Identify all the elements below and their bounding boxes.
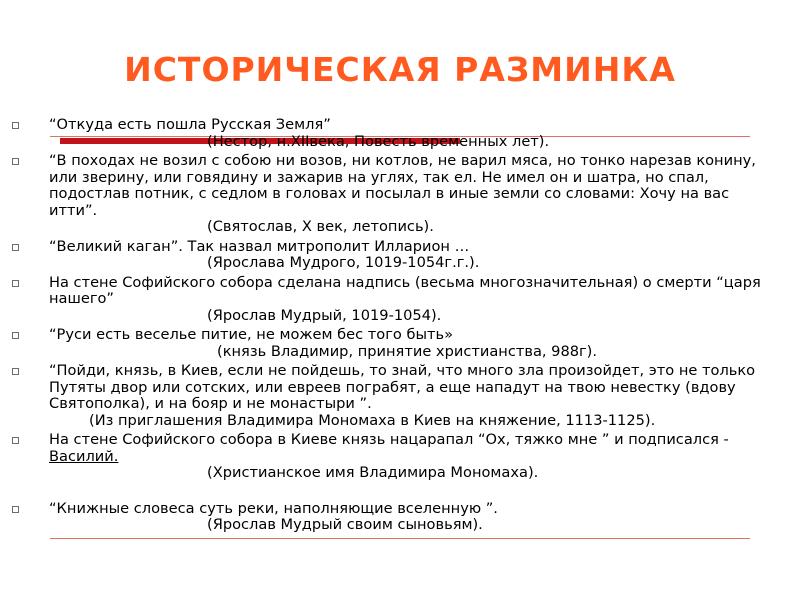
quote-citation: (Из приглашения Владимира Мономаха в Киев на княжение, 1113-1125). — [89, 411, 656, 429]
bottom-divider-rule — [50, 538, 750, 539]
quote-text: “Великий каган”. Так назвал митрополит Илларион … — [49, 237, 470, 255]
quote-text: “Откуда есть пошла Русская Земля” — [49, 116, 331, 133]
signature-text: Василий. — [49, 447, 119, 465]
list-item — [0, 275, 800, 325]
list-item — [0, 117, 800, 150]
quote-citation: (Ярослава Мудрого, 1019-1054г.г.). — [207, 254, 480, 271]
quote-list — [0, 117, 800, 534]
square-bullet-icon — [12, 437, 19, 444]
quote-text — [49, 432, 778, 465]
list-item — [0, 239, 800, 272]
square-bullet-icon — [12, 122, 19, 129]
square-bullet-icon — [12, 280, 19, 287]
quote-text: “Книжные словеса суть реки, наполняющие вселенную ”. — [49, 499, 498, 517]
list-item — [0, 501, 800, 534]
square-bullet-icon — [12, 506, 19, 513]
square-bullet-icon — [12, 244, 19, 251]
quote-citation: (Святослав, X век, летопись). — [207, 218, 434, 235]
list-item — [0, 432, 800, 482]
quote-citation: (князь Владимир, принятие христианства, 988г). — [217, 342, 598, 360]
quote-text-main: На стене Софийского собора в Киеве князь нацарапал “Ох, тяжко мне ” и подписался - — [49, 431, 729, 448]
quote-text: “Руси есть веселье питие, не можем бес того быть» — [49, 326, 454, 343]
list-item — [0, 363, 800, 429]
quote-text: “Пойди, князь, в Киев, если не пойдешь, то знай, что много зла произойдет, это не только Путяты двор или сотских, или евреев пограбят, а еще нападут на твою невестку (вдову Святополка), и на бояр и не монастыри ”. — [49, 362, 756, 412]
slide-title: ИСТОРИЧЕСКАЯ РАЗМИНКА — [124, 50, 676, 89]
square-bullet-icon — [12, 332, 19, 339]
list-item — [0, 153, 800, 236]
square-bullet-icon — [12, 368, 19, 375]
quote-citation: (Ярослав Мудрый, 1019-1054). — [207, 306, 442, 324]
spacer — [0, 482, 800, 498]
quote-citation: (Ярослав Мудрый своим сыновьям). — [207, 516, 483, 533]
quote-citation: (Христианское имя Владимира Мономаха). — [207, 464, 539, 481]
list-item — [0, 327, 800, 360]
quote-text: “В походах не возил с собою ни возов, ни котлов, не варил мяса, но тонко нарезав конину, или зверину, или говядину и зажарив на углях, так ел. Не имел он и шатра, но спал, подостлав потник, с седлом в головах и посылал в иные земли со словами: Хочу на вас итти”. — [49, 152, 756, 219]
quote-citation: (Нестор, н.XIIвека, Повесть временных лет). — [207, 132, 550, 150]
quote-text: На стене Софийского собора сделана надпись (весьма многозначительная) о смерти “царя нашего” — [49, 273, 761, 307]
square-bullet-icon — [12, 158, 19, 165]
